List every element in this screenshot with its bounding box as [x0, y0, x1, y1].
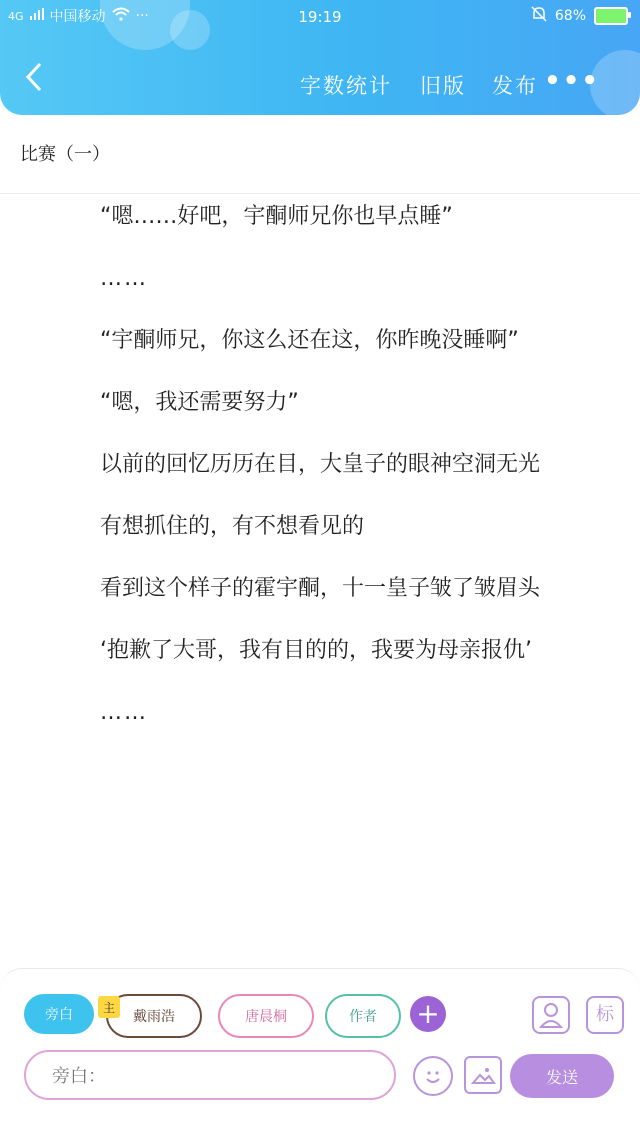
add-role-button[interactable]: +: [410, 996, 446, 1032]
send-button[interactable]: 发送: [510, 1054, 614, 1098]
story-paragraph: “嗯，我还需要努力”: [100, 390, 299, 415]
status-bar: [0, 6, 640, 28]
bell-muted-icon: [531, 6, 547, 26]
carrier-name: 中国移动: [49, 9, 106, 25]
smiley-icon[interactable]: [413, 1056, 453, 1096]
old-version-link[interactable]: 旧版: [420, 74, 466, 98]
battery-icon: [594, 7, 628, 25]
battery-percent: 68%: [554, 8, 586, 24]
story-paragraph: “嗯……好吧，宇酮师兄你也早点睡”: [100, 204, 453, 229]
more-dots-icon[interactable]: •••: [544, 66, 600, 96]
role-chip-dai-yuhao[interactable]: 戴雨浩: [106, 994, 202, 1038]
image-icon[interactable]: [464, 1056, 502, 1094]
more-notifications-icon: ···: [135, 8, 149, 24]
story-paragraph: ……: [100, 700, 148, 725]
message-input[interactable]: [24, 1050, 396, 1100]
input-placeholder: 旁白：: [52, 1066, 106, 1087]
story-paragraph: 看到这个样子的霍宇酮，十一皇子皱了皱眉头: [100, 576, 541, 601]
story-content: [40, 200, 610, 758]
role-chip-tang-chentong[interactable]: 唐晨桐: [218, 994, 314, 1038]
role-chip-author[interactable]: 作者: [325, 994, 401, 1038]
top-bar: [0, 0, 640, 115]
back-button[interactable]: [22, 62, 46, 92]
network-type: 4G: [8, 9, 24, 23]
story-paragraph: 以前的回忆历历在目，大皇子的眼神空洞无光: [100, 452, 541, 477]
word-count-link[interactable]: 字数统计: [300, 74, 392, 98]
tag-button[interactable]: 标: [586, 996, 624, 1034]
main-role-badge: 主: [98, 996, 120, 1018]
chapter-title: 比赛（一）: [20, 144, 110, 165]
role-chip-narrator[interactable]: 旁白: [24, 994, 94, 1034]
story-paragraph: 有想抓住的，有不想看见的: [100, 514, 365, 539]
story-paragraph: ‘抱歉了大哥，我有目的的，我要为母亲报仇’: [100, 638, 532, 663]
divider: [0, 193, 640, 194]
publish-link[interactable]: 发布: [492, 74, 538, 98]
chevron-left-icon: [25, 62, 43, 92]
user-card-icon[interactable]: [532, 996, 570, 1034]
story-paragraph: ……: [100, 266, 148, 291]
story-paragraph: “宇酮师兄，你这么还在这，你昨晚没睡啊”: [100, 328, 519, 353]
clock: 19:19: [298, 8, 342, 26]
